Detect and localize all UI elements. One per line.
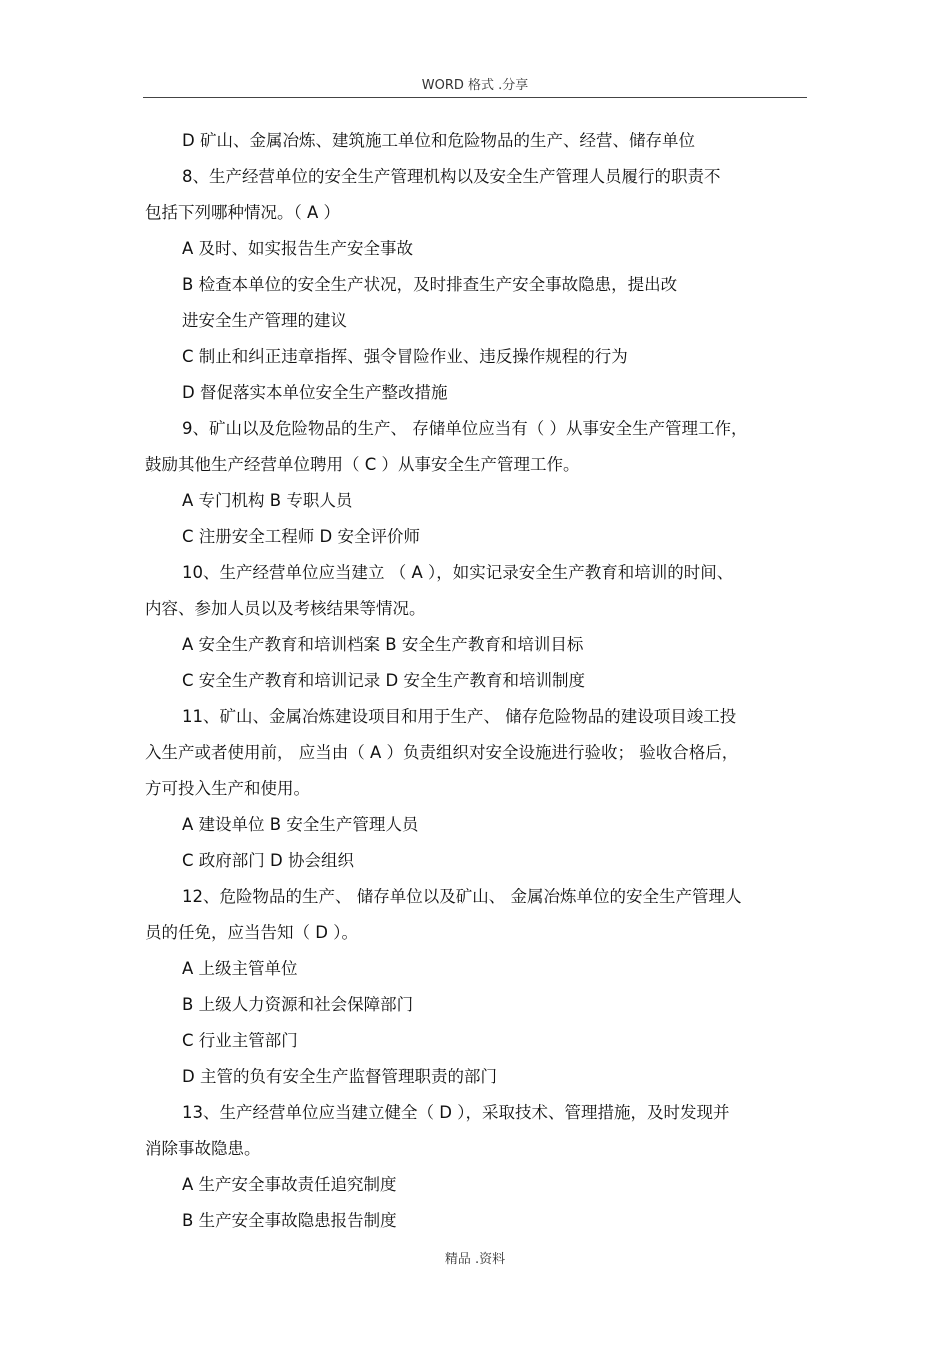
- page-header: WORD 格式 .分享: [421, 78, 529, 93]
- option-b: B 生产安全事故隐患报告制度: [182, 1211, 397, 1230]
- option-ab: A 建设单位 B 安全生产管理人员: [182, 815, 419, 834]
- question-12: 12、危险物品的生产、 储存单位以及矿山、 金属冶炼单位的安全生产管理人: [182, 887, 742, 906]
- text-line: 鼓励其他生产经营单位聘用（ C ）从事安全生产管理工作。: [145, 455, 580, 474]
- option-cd: C 政府部门 D 协会组织: [182, 851, 354, 870]
- option-a: A 上级主管单位: [182, 959, 298, 978]
- question-11: 11、矿山、金属冶炼建设项目和用于生产、 储存危险物品的建设项目竣工投: [182, 707, 737, 726]
- option-cd: C 注册安全工程师 D 安全评价师: [182, 527, 420, 546]
- header-divider: [143, 97, 807, 98]
- option-ab: A 专门机构 B 专职人员: [182, 491, 353, 510]
- option-a: A 及时、如实报告生产安全事故: [182, 239, 414, 258]
- text-line: 包括下列哪种情况。（ A ）: [145, 203, 341, 222]
- option-ab: A 安全生产教育和培训档案 B 安全生产教育和培训目标: [182, 635, 584, 654]
- text-line: 消除事故隐患。: [145, 1139, 261, 1158]
- text-line: 入生产或者使用前， 应当由（ A ）负责组织对安全设施进行验收； 验收合格后，: [145, 743, 739, 762]
- option-d: D 主管的负有安全生产监督管理职责的部门: [182, 1067, 497, 1086]
- option-b: B 检查本单位的安全生产状况，及时排查生产安全事故隐患，提出改: [182, 275, 678, 294]
- option-b: B 上级人力资源和社会保障部门: [182, 995, 414, 1014]
- text-line: 进安全生产管理的建议: [182, 311, 347, 330]
- question-10: 10、生产经营单位应当建立 （ A ），如实记录安全生产教育和培训的时间、: [182, 563, 734, 582]
- option-c: C 制止和纠正违章指挥、强令冒险作业、违反操作规程的行为: [182, 347, 628, 366]
- text-line: D 矿山、金属冶炼、建筑施工单位和危险物品的生产、经营、储存单位: [182, 131, 695, 150]
- question-13: 13、生产经营单位应当建立健全（ D ），采取技术、管理措施，及时发现并: [182, 1103, 730, 1122]
- option-c: C 行业主管部门: [182, 1031, 298, 1050]
- question-8: 8、生产经营单位的安全生产管理机构以及安全生产管理人员履行的职责不: [182, 167, 721, 186]
- option-a: A 生产安全事故责任追究制度: [182, 1175, 397, 1194]
- option-cd: C 安全生产教育和培训记录 D 安全生产教育和培训制度: [182, 671, 585, 690]
- question-9: 9、矿山以及危险物品的生产、 存储单位应当有（ ）从事安全生产管理工作，: [182, 419, 748, 438]
- page-footer: 精品 .资料: [444, 1252, 506, 1267]
- text-line: 员的任免，应当告知（ D ）。: [145, 923, 358, 942]
- text-line: 方可投入生产和使用。: [145, 779, 310, 798]
- option-d: D 督促落实本单位安全生产整改措施: [182, 383, 448, 402]
- text-line: 内容、参加人员以及考核结果等情况。: [145, 599, 426, 618]
